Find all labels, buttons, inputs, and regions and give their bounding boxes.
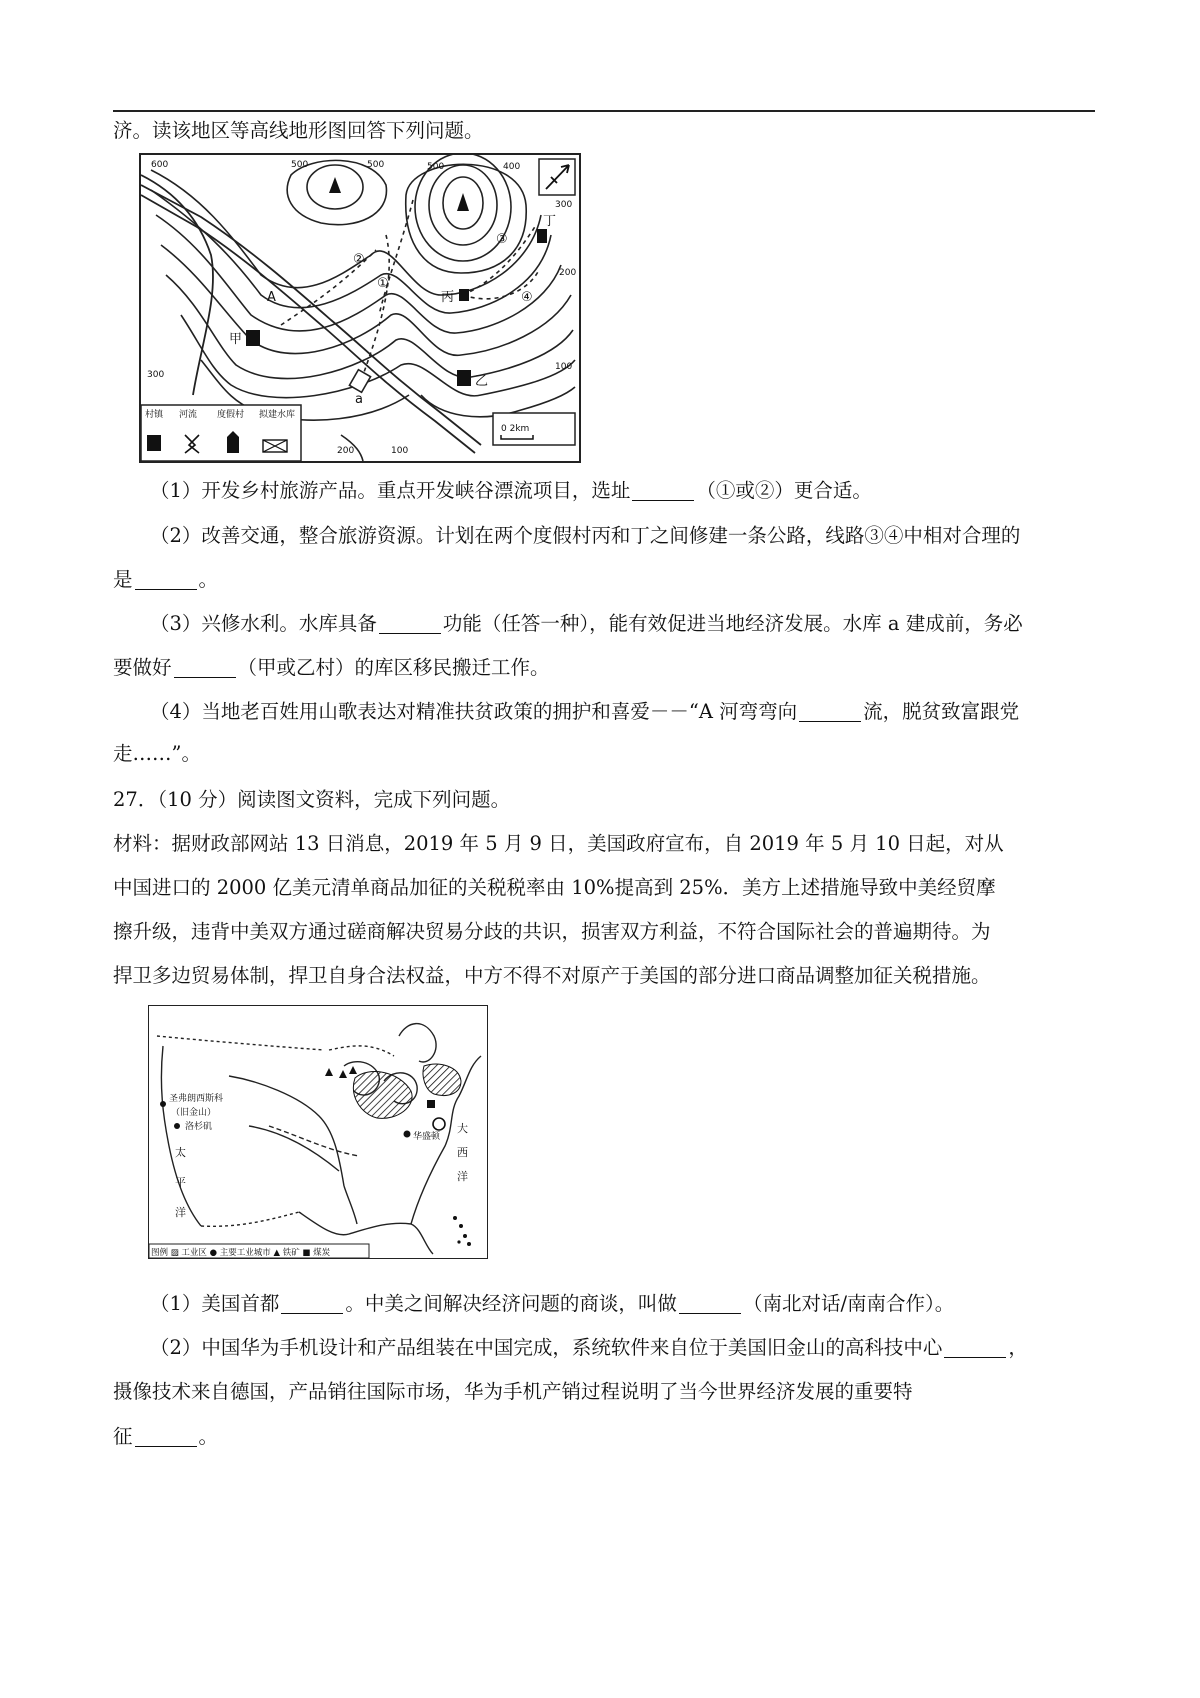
map2-legend: 图例 ▨ 工业区 ● 主要工业城市 ▲ 铁矿 ■ 煤炭 <box>151 1248 331 1258</box>
contour-label: 500 <box>367 160 385 170</box>
atlantic-label: 大 <box>457 1122 468 1135</box>
answer-blank[interactable] <box>135 569 197 590</box>
question-1: （1）开发乡村旅游产品。重点开发峡谷漂流项目，选址 （①或②）更合适。 <box>150 479 872 502</box>
question-27-2: （2）中国华为手机设计和产品组装在中国完成，系统软件来自位于美国旧金山的高科技中心 ， <box>150 1336 1028 1359</box>
intro-line: 济。读该地区等高线地形图回答下列问题。 <box>113 119 484 142</box>
city-la-label: 洛杉矶 <box>185 1122 213 1132</box>
question-4-cont: 走……”。 <box>113 742 201 765</box>
contour-label: 100 <box>391 446 409 456</box>
reservoir-a-label: a <box>355 392 363 407</box>
contour-map <box>139 153 581 463</box>
question-4: （4）当地老百姓用山歌表达对精准扶贫政策的拥护和喜爱－－“A 河弯弯向 流，脱贫致富跟党 <box>150 700 1020 723</box>
material-line: 擦升级，违背中美双方通过磋商解决贸易分歧的共识，损害双方利益，不符合国际社会的普遍期待。为 <box>113 920 991 943</box>
material-line: 中国进口的 2000 亿美元清单商品加征的关税税率由 10%提高到 25%．美方上述措施导致中美经贸摩 <box>113 876 996 899</box>
answer-blank[interactable] <box>281 1293 343 1314</box>
question-27-1: （1）美国首都 。中美之间解决经济问题的商谈，叫做 （南北对话/南南合作）。 <box>150 1292 955 1315</box>
question-2: （2）改善交通，整合旅游资源。计划在两个度假村丙和丁之间修建一条公路，线路③④中相对合理的 <box>150 524 1021 547</box>
village-jia-label: 甲 <box>229 332 243 347</box>
contour-label: 300 <box>555 200 573 210</box>
contour-label: 400 <box>503 162 521 172</box>
village-yi-label: 乙 <box>475 374 489 389</box>
resort-bing-label: 丙 <box>441 290 455 305</box>
answer-blank[interactable] <box>799 701 861 722</box>
contour-label: 100 <box>555 362 573 372</box>
contour-label: 200 <box>337 446 355 456</box>
contour-label: 300 <box>147 370 165 380</box>
scale-label: 0 2km <box>501 424 530 434</box>
resort-ding-label: 丁 <box>543 214 557 229</box>
material-line: 材料：据财政部网站 13 日消息，2019 年 5 月 9 日，美国政府宣布，自 2019 年 5 月 10 日起，对从 <box>113 832 1004 855</box>
answer-blank[interactable] <box>135 1426 197 1447</box>
answer-blank[interactable] <box>174 657 236 678</box>
legend-resort: 度假村 <box>217 410 245 420</box>
contour-label: 500 <box>427 162 445 172</box>
question-3: （3）兴修水利。水库具备 功能（任答一种），能有效促进当地经济发展。水库 a 建成前，务必 <box>150 612 1023 635</box>
legend-reservoir: 拟建水库 <box>259 410 296 420</box>
answer-blank[interactable] <box>679 1293 741 1314</box>
river-a-label: A <box>267 290 276 305</box>
route-4-label: ④ <box>521 290 533 305</box>
legend-village: 村镇 <box>145 410 164 420</box>
pacific-label: 太 <box>175 1146 186 1159</box>
answer-blank[interactable] <box>632 480 694 501</box>
usa-map <box>148 1005 488 1259</box>
legend-river: 河流 <box>179 410 198 420</box>
answer-blank[interactable] <box>379 613 441 634</box>
route-1-label: ① <box>377 276 389 291</box>
city-sf-label: 圣弗朗西斯科 <box>169 1094 224 1104</box>
route-2-label: ② <box>353 252 365 267</box>
question-27-header: 27．（10 分）阅读图文资料，完成下列问题。 <box>113 788 511 811</box>
atlantic-label: 洋 <box>457 1170 468 1183</box>
answer-blank[interactable] <box>944 1337 1006 1358</box>
contour-label: 500 <box>291 160 309 170</box>
atlantic-label: 西 <box>457 1146 468 1159</box>
pacific-label: 平 <box>175 1176 186 1189</box>
question-27-2-cont: 摄像技术来自德国，产品销往国际市场，华为手机产销过程说明了当今世界经济发展的重要特 <box>113 1380 913 1403</box>
question-27-2-cont2: 征 。 <box>113 1425 219 1448</box>
top-rule <box>113 110 1095 112</box>
city-sf-alt-label: （旧金山） <box>171 1108 217 1118</box>
city-dc-label: 华盛顿 <box>413 1132 441 1142</box>
route-3-label: ③ <box>496 232 508 247</box>
question-3-cont: 要做好 （甲或乙村）的库区移民搬迁工作。 <box>113 656 550 679</box>
material-line: 捍卫多边贸易体制，捍卫自身合法权益，中方不得不对原产于美国的部分进口商品调整加征关税措施。 <box>113 964 991 987</box>
question-2-cont: 是 。 <box>113 568 219 591</box>
pacific-label: 洋 <box>175 1206 186 1219</box>
contour-label: 600 <box>151 160 169 170</box>
contour-label: 200 <box>559 268 577 278</box>
